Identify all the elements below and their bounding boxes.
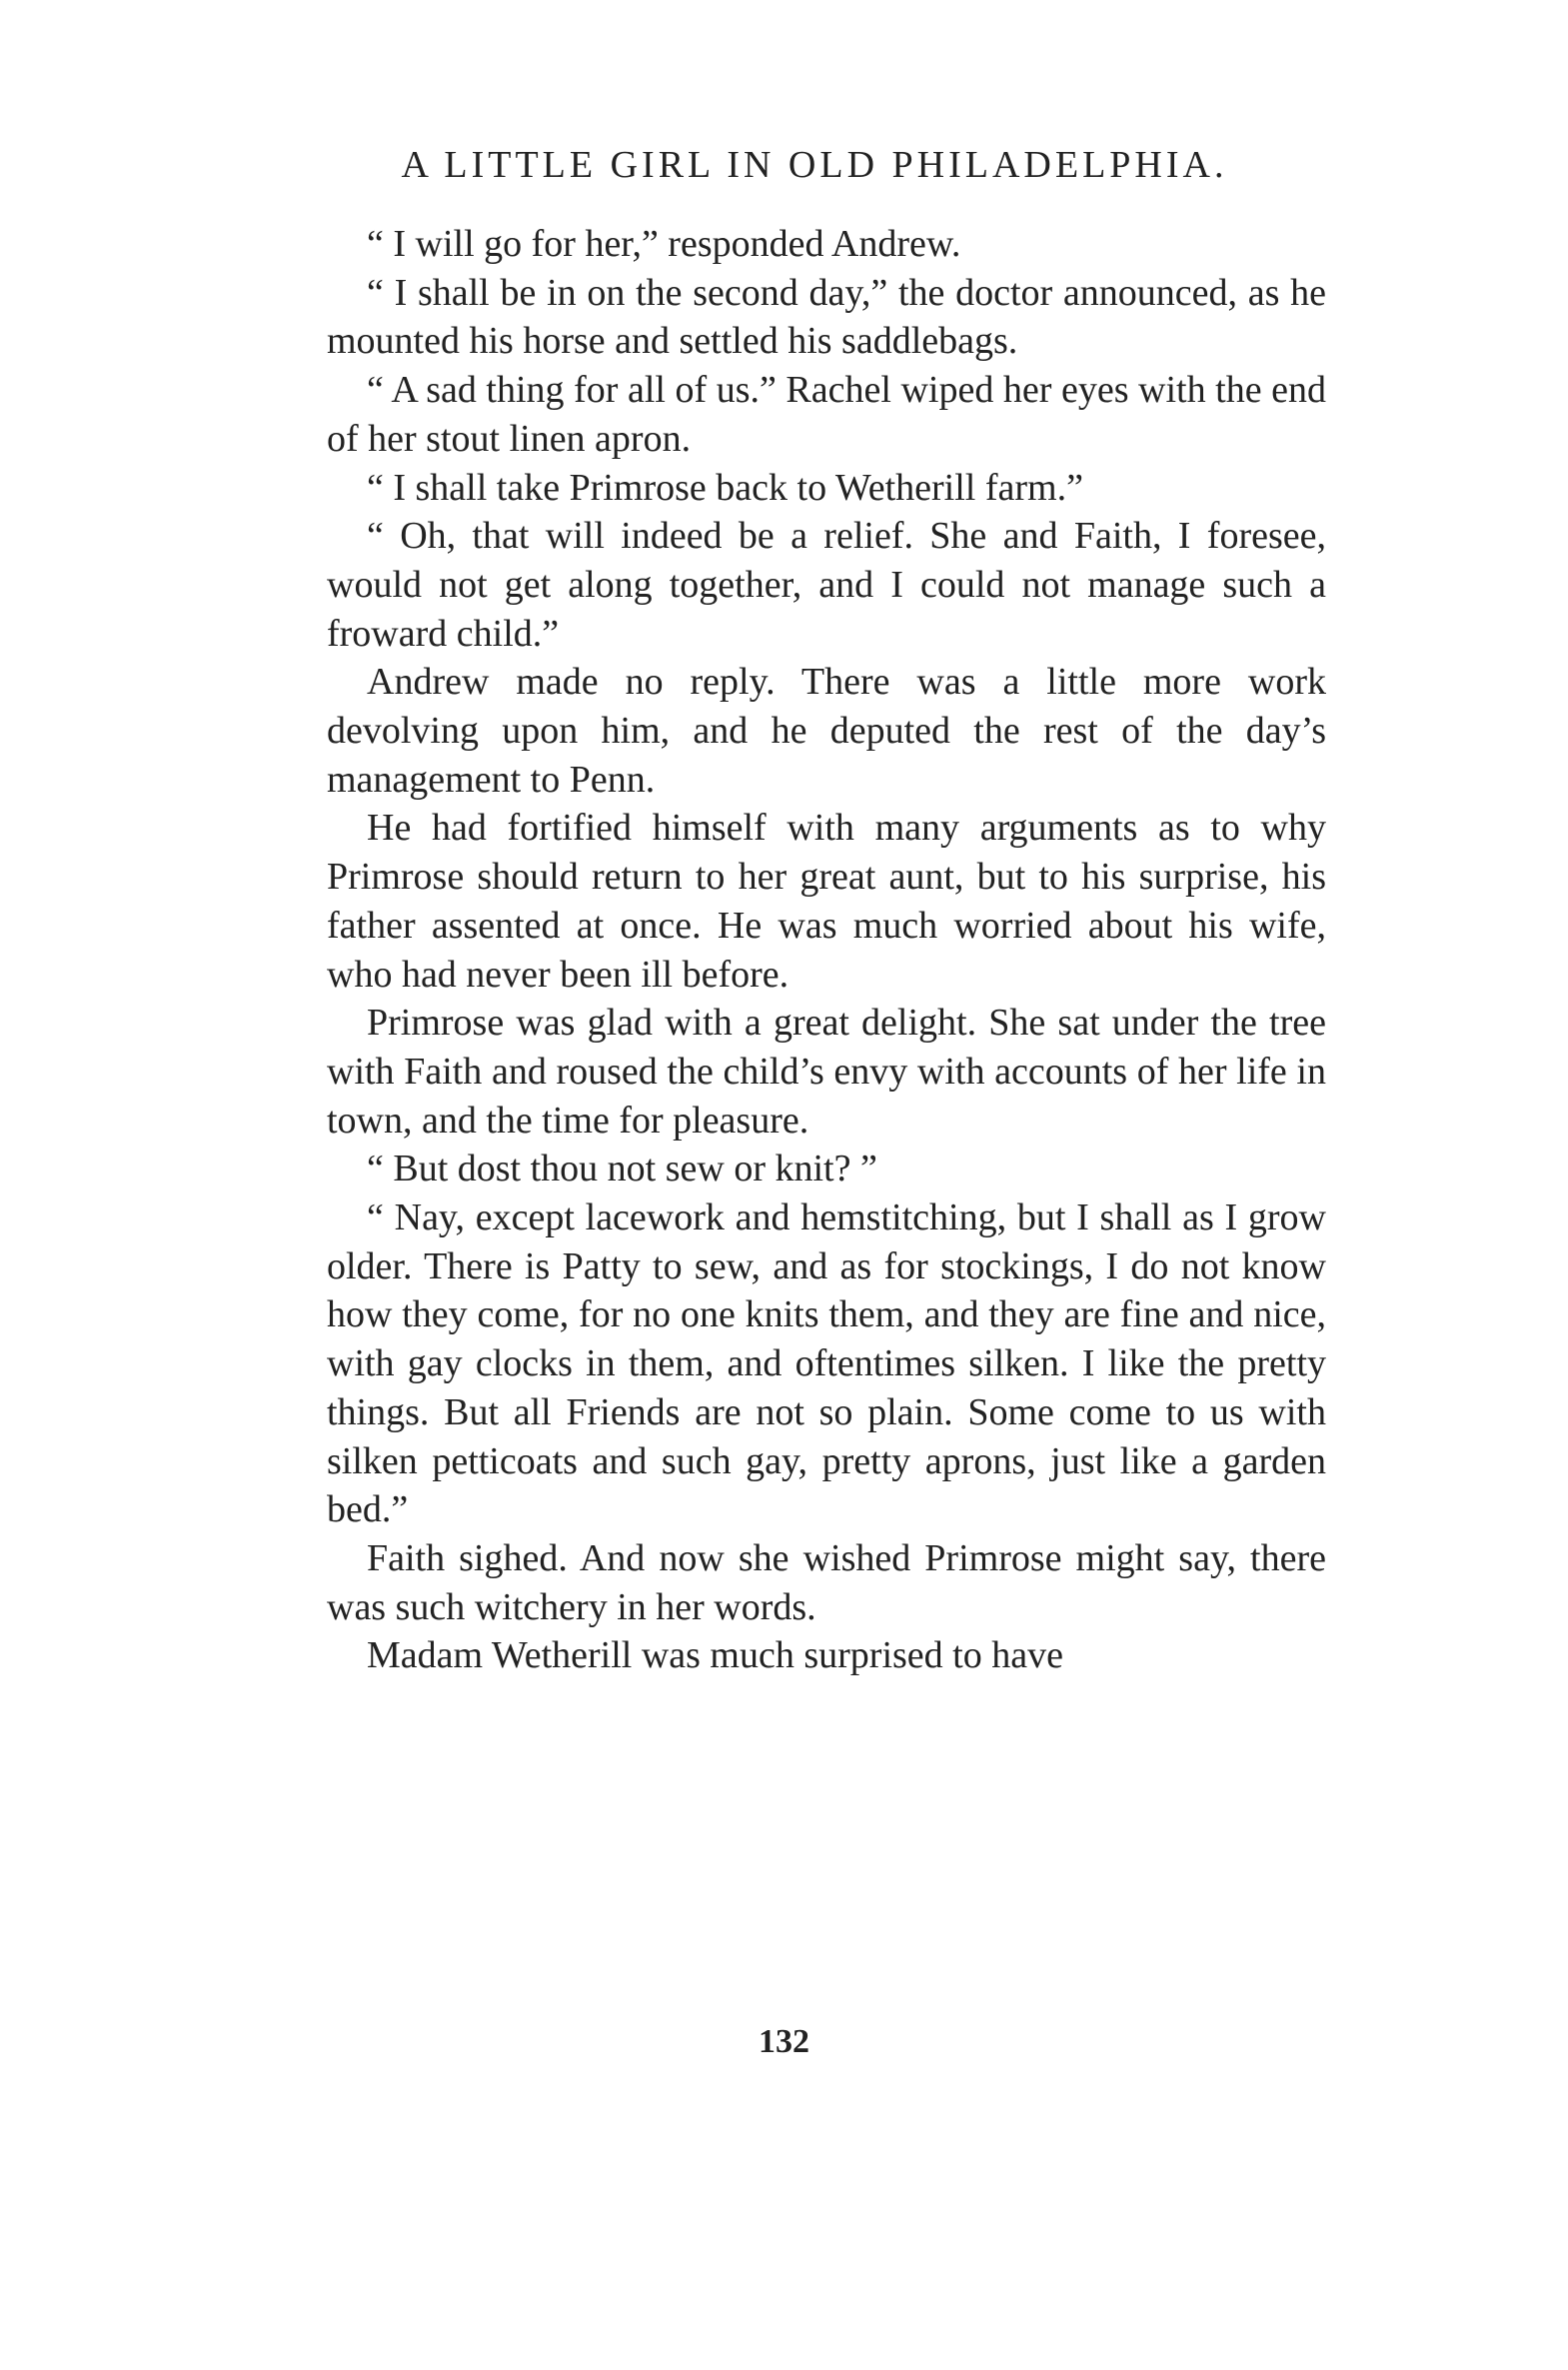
paragraph: “ Nay, except lacework and hemstitching, but I shall as I grow older. There is Patty to sew, and as for stockings, I do not know how they come, for no one knits them, and they are fine and nice, with gay clocks in them, and oftentimes silken. I like the pretty things. But all Friends are not so plain. Some come to us with silken petticoats and such gay, pretty aprons, just like a garden bed.” (327, 1196, 1326, 1531)
paragraph: Faith sighed. And now she wished Primrose might say, there was such witchery in her words. (327, 1536, 1326, 1628)
paragraph: “ I shall be in on the second day,” the doctor announced, as he mounted his horse and settled his saddlebags. (327, 271, 1326, 363)
paragraph: Madam Wetherill was much surprised to have (367, 1634, 1063, 1677)
paragraph: “ I will go for her,” responded Andrew. (367, 223, 961, 265)
paragraph: “ Oh, that will indeed be a relief. She and Faith, I foresee, would not get along together, and I could not manage such a froward child.” (327, 515, 1326, 655)
paragraph: Primrose was glad with a great delight. She sat under the tree with Faith and roused the child’s envy with accounts of her life in town, and the time for pleasure. (327, 1002, 1326, 1142)
paragraph: “ A sad thing for all of us.” Rachel wiped her eyes with the end of her stout linen apron. (327, 369, 1326, 460)
body-text (327, 220, 1326, 1680)
running-head: A LITTLE GIRL IN OLD PHILADELPHIA. (401, 144, 1228, 186)
paragraph: Andrew made no reply. There was a little more work devolving upon him, and he deputed the rest of the day’s management to Penn. (327, 661, 1326, 801)
paragraph: He had fortified himself with many arguments as to why Primrose should return to her great aunt, but to his surprise, his father assented at once. He was much worried about his wife, who had never been ill before. (327, 807, 1326, 996)
paragraph: “ But dost thou not sew or knit? ” (367, 1148, 877, 1190)
page-number: 132 (759, 2023, 809, 2060)
paragraph: “ I shall take Primrose back to Wetherill farm.” (367, 466, 1083, 509)
